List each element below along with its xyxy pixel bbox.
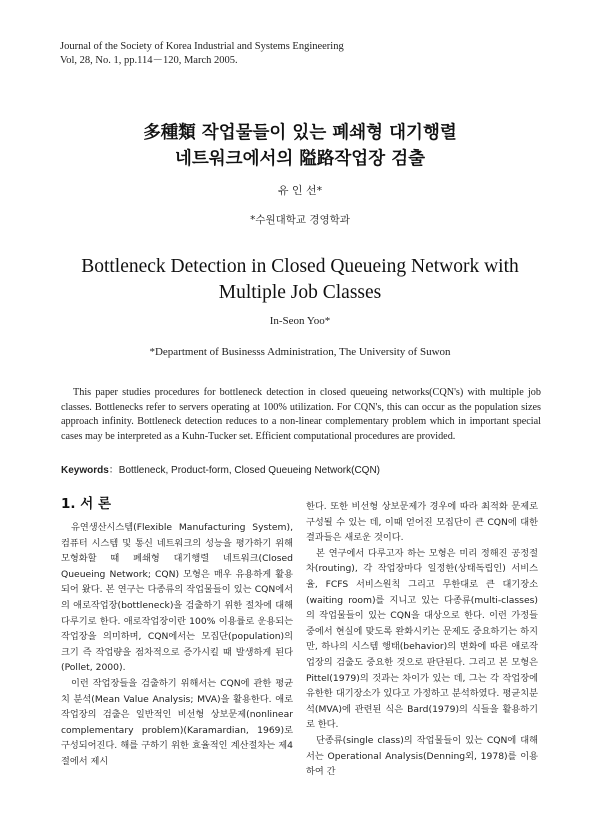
paragraph: 유연생산시스템(Flexible Manufacturing System), 컴퓨터 시스템 및 통신 네트워크의 성능을 평가하기 위해 모형화할 때 폐쇄형 대기행렬 네트워크(Closed Queueing Network; CQN) 모형은 매우 유용하게 활용되어 왔다. 본 연구는 다종류의 작업물들이 있는 CQN에서의 애로작업장(bottleneck)을 검출하기 위한 절차에 대해 다루기로 한다. 애로작업장이란 100% 이용률로 운용되는 작업장을 의미하며, CQN에서는 모집단(population)의 크기 즉 작업량을 점차적으로 증가시킬 때 발생하게 된다(Pollet, 2000). [61, 522, 293, 674]
keywords-text: ：Bottleneck, Product-form, Closed Queueing Network(CQN) [108, 465, 381, 476]
journal-name: Journal of the Society of Korea Industrial and Systems Engineering [60, 41, 344, 52]
korean-title-line2: 네트워크에서의 隘路작업장 검출 [174, 149, 426, 169]
paragraph: 한다. 또한 비선형 상보문제가 경우에 따라 최적화 문제로 구성될 수 있는 데, 이때 얻어진 모집단이 큰 CQN에 대한 결과들은 새로운 것이다. [306, 501, 538, 544]
abstract [61, 386, 541, 444]
english-title-line2: Multiple Job Classes [218, 282, 382, 303]
journal-citation [60, 40, 344, 68]
english-title [0, 254, 600, 306]
keywords-label: Keywords [61, 465, 109, 476]
right-column [306, 499, 538, 780]
paragraph: 이런 작업장들을 검출하기 위해서는 CQN에 관한 평균치 분석(Mean Value Analysis; MVA)을 활용한다. 애로작업장의 검출은 일반적인 비선형 상보문제(nonlinear complementary problem)(Karamardian, 1969)로 구성되어진다. 해를 구하기 위한 효율적인 계산절차는 제4절에서 제시 [61, 677, 293, 767]
korean-title-line1: 多種類 작업물들이 있는 폐쇄형 대기행렬 [143, 123, 457, 143]
keywords [61, 461, 541, 476]
korean-author: 유 인 선* [277, 184, 323, 197]
section-heading: 1. 서 론 [61, 496, 112, 512]
english-title-line1: Bottleneck Detection in Closed Queueing Network with [81, 256, 519, 277]
abstract-text: This paper studies procedures for bottleneck detection in closed queueing networks(CQN's) with multiple job classes. Bottlenecks refer to servers operating at 100% utilization. For CQN's, this can occur as the population sizes approach infinity. Bottleneck detection reduces to a non-linear complementary problem which in important special cases may be interpreted as a Kuhn-Tucker set. Efficient computational procedures are provided. [61, 387, 541, 442]
english-author: In-Seon Yoo* [269, 315, 331, 327]
korean-affiliation: *수원대학교 경영학과 [250, 214, 350, 226]
english-affiliation: *Department of Businesss Administration, The University of Suwon [149, 346, 451, 358]
paragraph: 본 연구에서 다루고자 하는 모형은 미리 정해진 공정절차(routing), 각 작업장마다 일정한(상태독립인) 서비스율, FCFS 서비스원칙 그리고 무한대로 큰 대기장소(waiting room)를 지니고 있는 다종류(multi-classes)의 작업물들이 있는 CQN을 대상으로 한다. 이런 가정들 중에서 현실에 맞도록 완화시키는 문제도 중요하기는 하지만, 하나의 시스템 행태(behavior)의 변화에 따른 애로작업장의 검출도 중요한 것으로 판단된다. 그리고 본 모형은 Pittel(1979)의 것과는 차이가 있는 데, 그는 각 작업장에 유한한 대기장소가 있다고 가정하고 분석하였다. 평균치분석(MVA)에 관련된 식은 Bard(1979)의 식들을 활용하기로 한다. [306, 547, 538, 731]
journal-volume: Vol, 28, No. 1, pp.114－120, March 2005. [60, 55, 238, 66]
korean-title [0, 120, 600, 172]
left-column [61, 494, 293, 770]
paragraph: 단종류(single class)의 작업물들이 있는 CQN에 대해서는 Operational Analysis(Denning외, 1978)를 이용하여 간 [306, 734, 538, 778]
